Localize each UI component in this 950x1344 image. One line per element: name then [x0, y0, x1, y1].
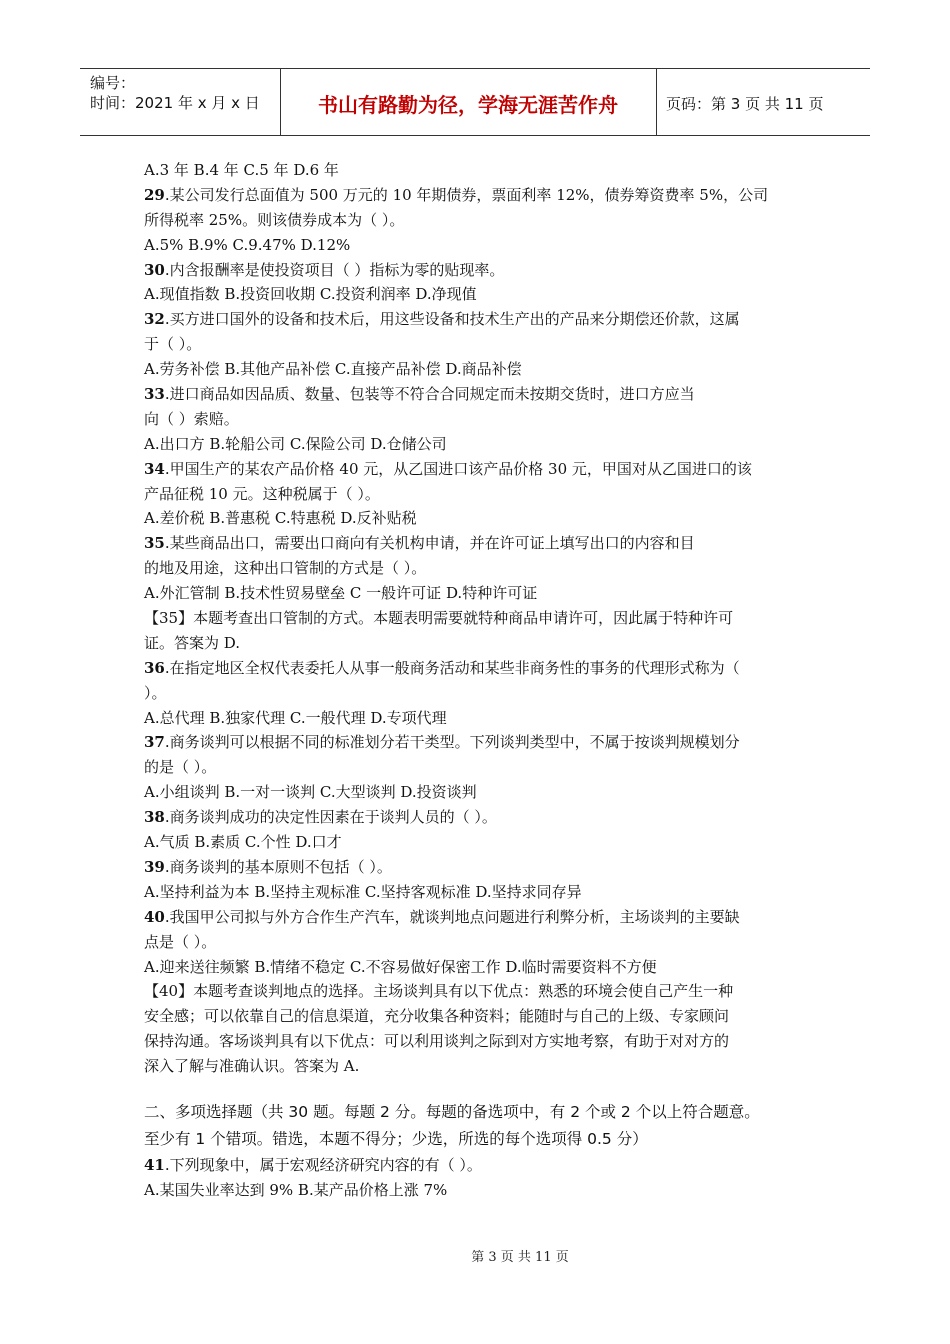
text-line — [144, 855, 812, 880]
text-line — [144, 382, 812, 407]
line-text: .某公司发行总面值为 500 万元的 10 年期债券，票面利率 12%，债券筹资费率 5%，公司 — [164, 185, 769, 204]
text-line — [144, 880, 812, 905]
text-line — [144, 805, 812, 830]
line-text: .甲国生产的某农产品价格 40 元，从乙国进口该产品价格 30 元，甲国对从乙国进口的该 — [164, 459, 752, 478]
question-list — [144, 158, 812, 1079]
line-text: .我国甲公司拟与外方合作生产汽车，就谈判地点问题进行利弊分析，主场谈判的主要缺 — [164, 907, 740, 926]
text-line — [144, 183, 812, 208]
line-text: A.劳务补偿 B.其他产品补偿 C.直接产品补偿 D.商品补偿 — [144, 360, 522, 379]
line-text: 证。答案为 D. — [144, 633, 241, 652]
line-text: A.5% B.9% C.9.47% D.12% — [144, 235, 351, 254]
line-text: .买方进口国外的设备和技术后，用这些设备和技术生产出的产品来分期偿还价款，这属 — [164, 310, 740, 329]
text-line — [144, 930, 812, 955]
text-line — [144, 1054, 812, 1079]
question-number: 30 — [144, 260, 165, 279]
line-text: 所得税率 25%。则该债券成本为（ ）。 — [144, 210, 405, 229]
header-meta — [90, 73, 260, 113]
line-text: .内含报酬率是使投资项目（ ）指标为零的贴现率。 — [164, 260, 505, 279]
line-text: A.某国失业率达到 9% B.某产品价格上涨 7% — [144, 1180, 448, 1199]
line-text: 的是（ ）。 — [144, 758, 217, 777]
question-number: 32 — [144, 310, 165, 329]
question-number: 36 — [144, 658, 165, 677]
text-line — [144, 780, 812, 805]
text-line — [144, 158, 812, 183]
section-heading: 至少有 1 个错项。错选，本题不得分；少选，所选的每个选项得 0.5 分） — [144, 1129, 648, 1148]
line-text: 点是（ ）。 — [144, 932, 217, 951]
question-number: 41 — [144, 1155, 165, 1174]
text-line — [144, 730, 812, 755]
line-text: ）。 — [144, 683, 167, 702]
line-text: A.差价税 B.普惠税 C.特惠税 D.反补贴税 — [144, 509, 417, 528]
text-line — [144, 1153, 812, 1178]
line-text: 保持沟通。客场谈判具有以下优点：可以利用谈判之际到对方实地考察，有助于对对方的 — [144, 1032, 730, 1051]
text-line — [144, 457, 812, 482]
document-number-label: 编号： — [90, 74, 136, 92]
line-text: 向（ ）索赔。 — [144, 409, 239, 428]
question-number: 37 — [144, 733, 165, 752]
line-text: 安全感；可以依靠自己的信息渠道，充分收集各种资料；能随时与自己的上级、专家顾问 — [144, 1007, 730, 1026]
text-line — [144, 681, 812, 706]
text-line — [144, 706, 812, 731]
text-line — [144, 830, 812, 855]
text-line — [144, 755, 812, 780]
text-line — [144, 208, 812, 233]
document-date: 时间：2021 年 x 月 x 日 — [90, 94, 260, 112]
line-text: .某些商品出口，需要出口商向有关机构申请，并在许可证上填写出口的内容和目 — [164, 534, 695, 553]
header-divider — [656, 69, 657, 135]
text-line — [144, 581, 812, 606]
line-text: A.出口方 B.轮船公司 C.保险公司 D.仓储公司 — [144, 434, 447, 453]
text-line — [144, 656, 812, 681]
text-line — [144, 506, 812, 531]
line-text: A.小组谈判 B.一对一谈判 C.大型谈判 D.投资谈判 — [144, 783, 477, 802]
line-text: .商务谈判成功的决定性因素在于谈判人员的（ ）。 — [164, 808, 497, 827]
line-text: A.迎来送往频繁 B.情绪不稳定 C.不容易做好保密工作 D.临时需要资料不方便 — [144, 957, 657, 976]
question-list — [144, 1153, 812, 1203]
line-text: 【40】本题考查谈判地点的选择。主场谈判具有以下优点：熟悉的环境会使自己产生一种 — [144, 982, 734, 1001]
text-line — [144, 1004, 812, 1029]
text-line — [144, 531, 812, 556]
text-line — [144, 606, 812, 631]
text-line — [144, 233, 812, 258]
line-text: .下列现象中，属于宏观经济研究内容的有（ ）。 — [164, 1155, 482, 1174]
line-text: 【35】本题考查出口管制的方式。本题表明需要就特种商品申请许可，因此属于特种许可 — [144, 609, 734, 628]
line-text: .商务谈判的基本原则不包括（ ）。 — [164, 857, 392, 876]
page-footer: 第 3 页 共 11 页 — [471, 1250, 569, 1265]
page-header — [80, 68, 870, 136]
line-text: A.现值指数 B.投资回收期 C.投资利润率 D.净现值 — [144, 285, 477, 304]
line-text: .进口商品如因品质、数量、包装等不符合合同规定而未按期交货时，进口方应当 — [164, 385, 695, 404]
text-line — [144, 357, 812, 382]
text-line — [144, 1029, 812, 1054]
text-line — [144, 332, 812, 357]
line-text: A.总代理 B.独家代理 C.一般代理 D.专项代理 — [144, 708, 447, 727]
line-text: A.外汇管制 B.技术性贸易壁垒 C 一般许可证 D.特种许可证 — [144, 584, 538, 603]
line-text: A.3 年 B.4 年 C.5 年 D.6 年 — [144, 161, 339, 179]
line-text: 的地及用途，这种出口管制的方式是（ ）。 — [144, 559, 427, 578]
line-text: A.气质 B.素质 C.个性 D.口才 — [144, 833, 342, 852]
line-text: 产品征税 10 元。这种税属于（ ）。 — [144, 484, 380, 503]
line-text: 于（ ）。 — [144, 335, 202, 354]
line-text: .在指定地区全权代表委托人从事一般商务活动和某些非商务性的事务的代理形式称为（ — [164, 658, 740, 677]
line-text: 深入了解与准确认识。答案为 A. — [144, 1057, 360, 1076]
text-line — [144, 955, 812, 980]
text-line — [144, 432, 812, 457]
section-gap — [144, 1079, 812, 1099]
question-number: 29 — [144, 185, 165, 204]
document-body — [144, 158, 812, 1203]
question-number: 33 — [144, 385, 165, 404]
text-line — [144, 905, 812, 930]
line-text: .商务谈判可以根据不同的标准划分若干类型。下列谈判类型中，不属于按谈判规模划分 — [164, 733, 740, 752]
question-number: 39 — [144, 857, 165, 876]
header-motto: 书山有路勤为径，学海无涯苦作舟 — [318, 93, 618, 117]
text-line — [144, 556, 812, 581]
text-line — [144, 979, 812, 1004]
question-number: 35 — [144, 534, 165, 553]
question-number: 38 — [144, 808, 165, 827]
line-text: A.坚持利益为本 B.坚持主观标准 C.坚持客观标准 D.坚持求同存异 — [144, 882, 582, 901]
text-line — [144, 258, 812, 283]
text-line — [144, 307, 812, 332]
header-page-info: 页码：第 3 页 共 11 页 — [666, 95, 824, 113]
question-number: 34 — [144, 459, 165, 478]
text-line — [144, 407, 812, 432]
question-number: 40 — [144, 907, 165, 926]
text-line — [144, 282, 812, 307]
text-line — [144, 482, 812, 507]
text-line — [144, 631, 812, 656]
text-line — [144, 1178, 812, 1203]
section-heading: 二、多项选择题（共 30 题。每题 2 分。每题的备选项中，有 2 个或 2 个以上符合题意。 — [144, 1102, 760, 1121]
